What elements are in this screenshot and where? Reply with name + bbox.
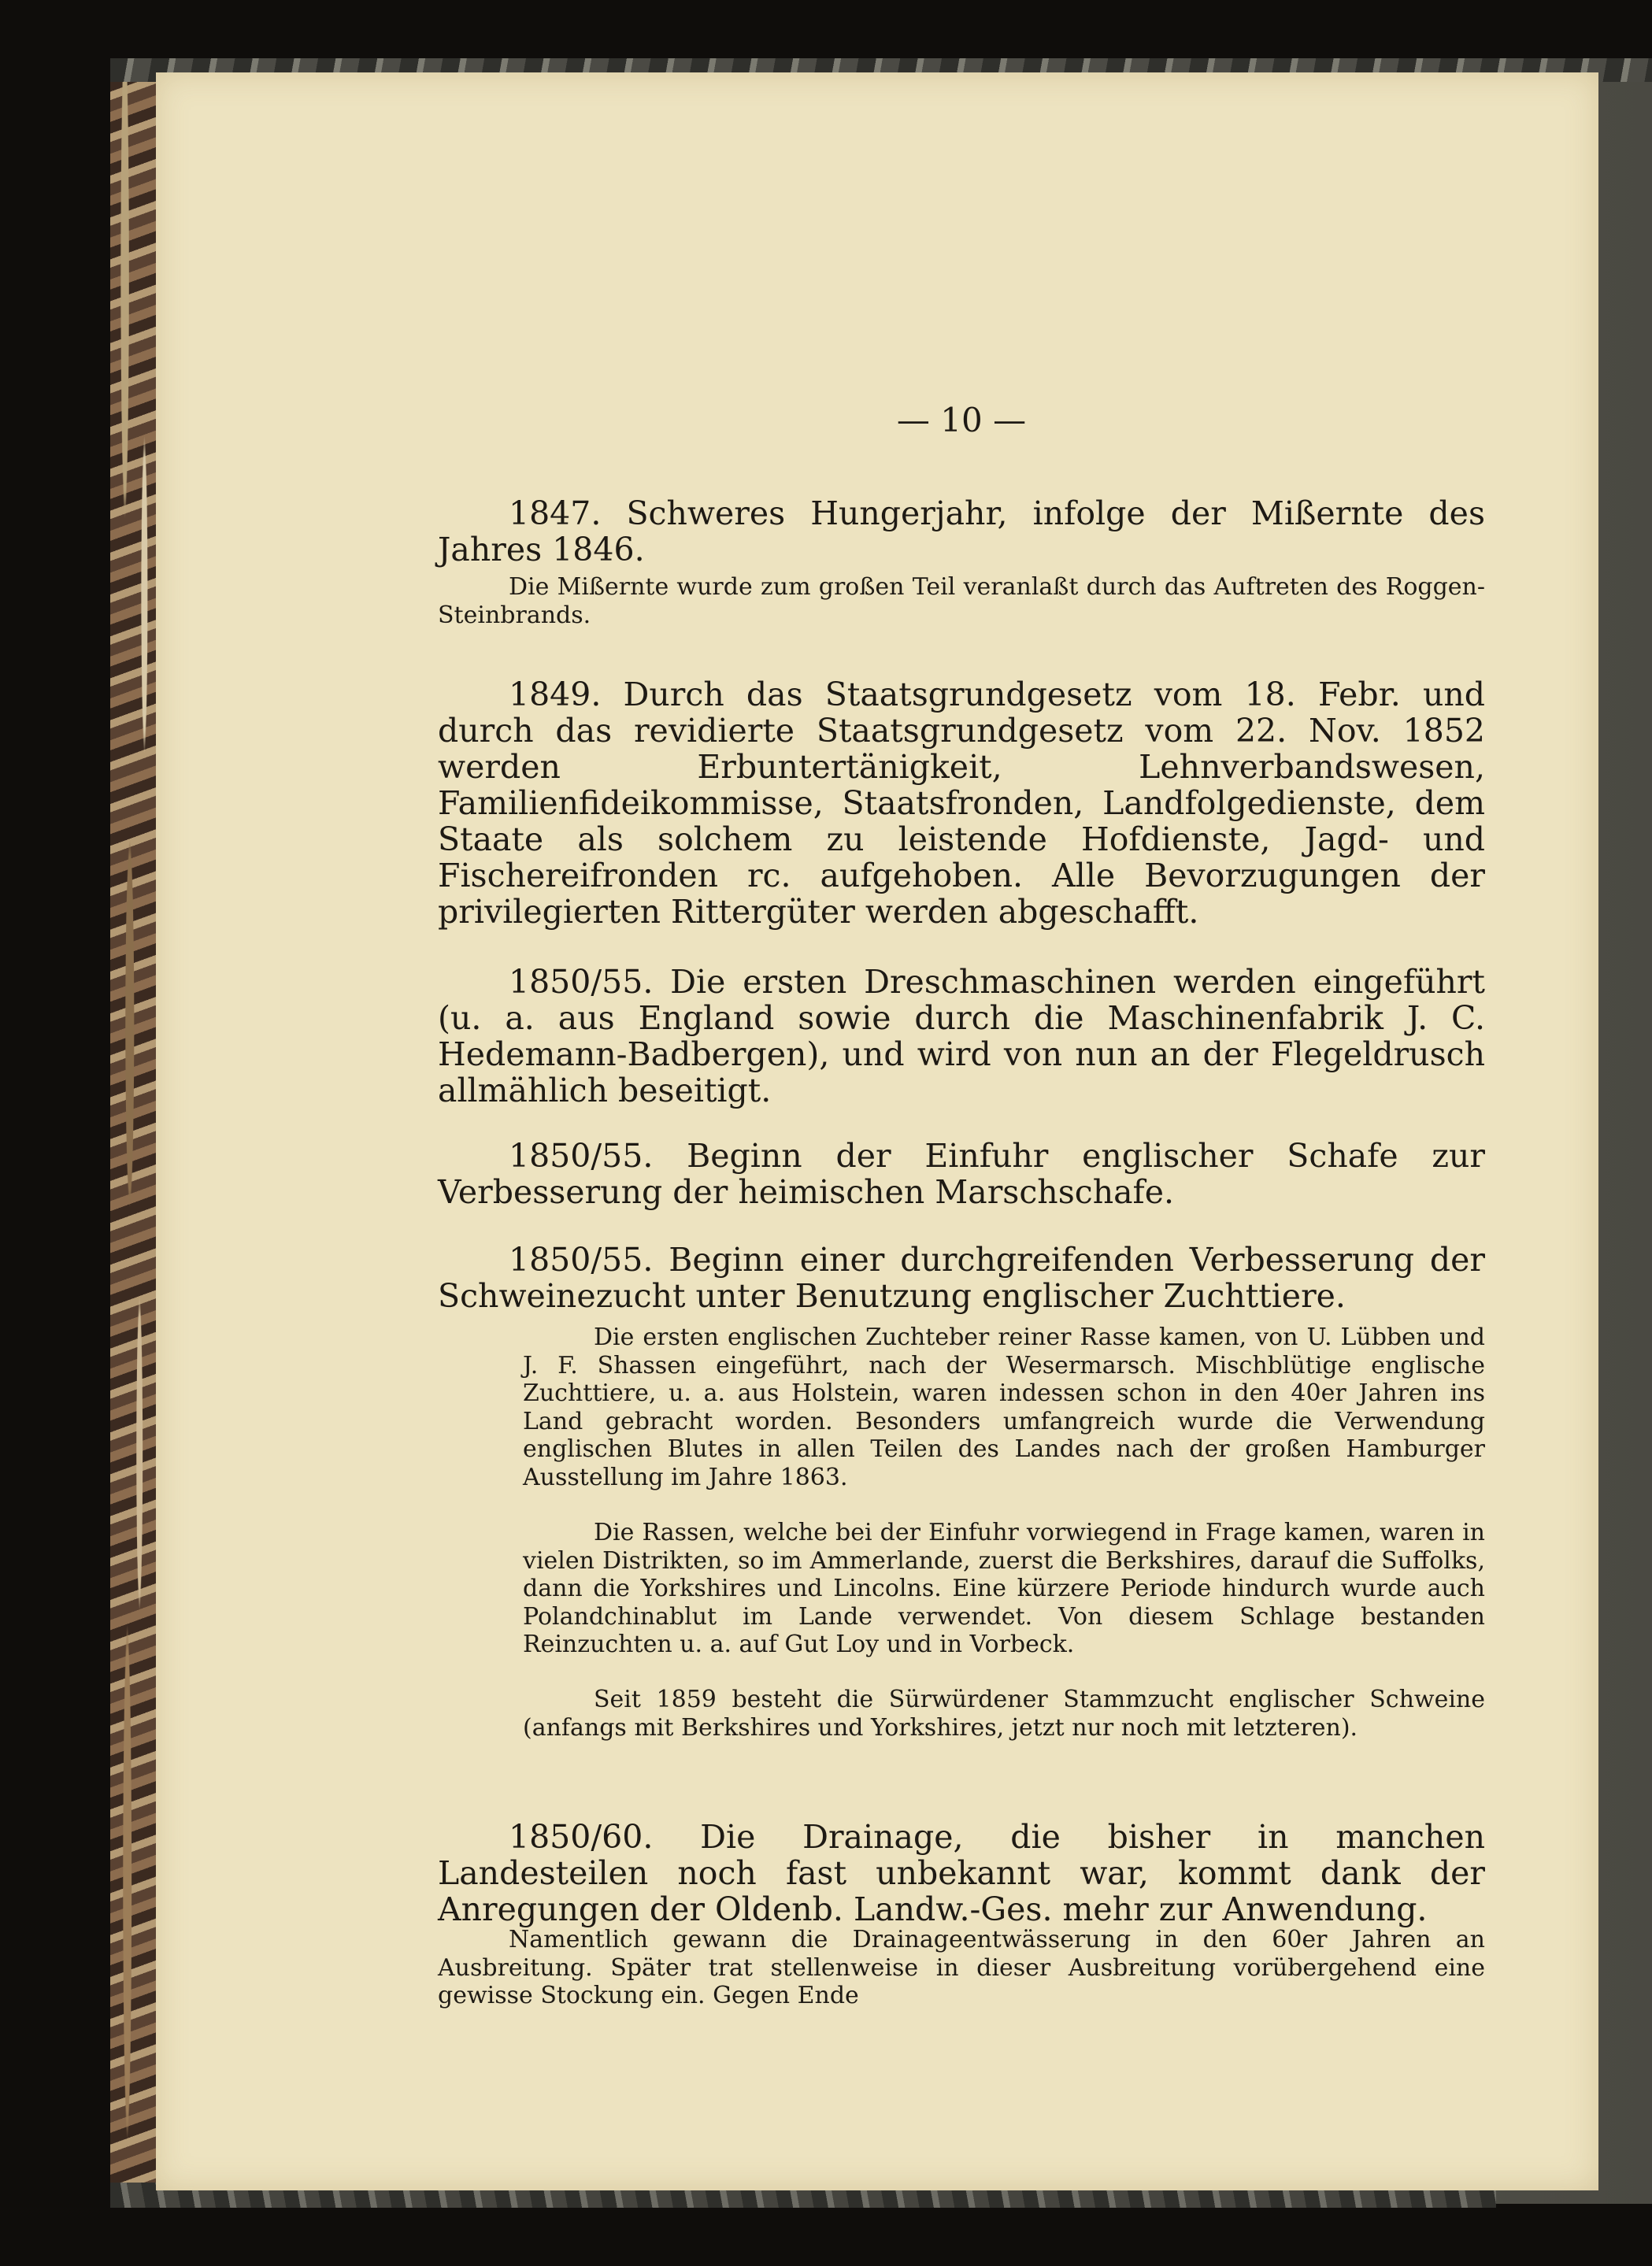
entry-note: Seit 1859 besteht die Sürwürdener Stammzucht englischer Schweine (anfangs mit Berkshires und Yorkshires, jetzt nur noch mit letzteren). <box>523 1686 1485 1742</box>
book-page <box>156 72 1598 2190</box>
chronicle-entry-schafe: 1850/55. Beginn der Einfuhr englischer Schafe zur Verbesserung der heimischen Marschschafe. <box>438 1137 1485 1211</box>
chronicle-entry-1849: 1849. Durch das Staatsgrundgesetz vom 18. Febr. und durch das revidierte Staatsgrundgesetz vom 22. Nov. 1852 werden Erbuntertänigkeit, Lehnverbandswesen, Familienfideikommisse, Staatsfronden, Landfolgedienste, dem Staate als solchem zu leistende Hofdienste, Jagd- und Fischereifronden rc. aufgehoben. Alle Bevorzugungen der privilegierten Rittergüter werden abgeschafft. <box>438 676 1485 931</box>
entry-note: Die ersten englischen Zuchteber reiner Rasse kamen, von U. Lübben und J. F. Shassen eingeführt, nach der Wesermarsch. Mischblütige englische Zuchttiere, u. a. aus Holstein, waren indessen schon in den 40er Jahren ins Land gebracht worden. Besonders umfangreich wurde die Verwendung englischen Blutes in allen Teilen des Landes nach der großen Hamburger Ausstellung im Jahre 1863. <box>523 1324 1485 1491</box>
chronicle-entry-drainage: 1850/60. Die Drainage, die bisher in manchen Landesteilen noch fast unbekannt war, kommt dank der Anregungen der Oldenb. Landw.-Ges. mehr zur Anwendung. <box>438 1818 1485 1928</box>
entry-note: Namentlich gewann die Drainageentwässerung in den 60er Jahren an Ausbreitung. Später trat stellenweise in dieser Ausbreitung vorübergehend eine gewisse Stockung ein. Gegen Ende <box>438 1926 1485 2009</box>
chronicle-entry-dreschmaschinen: 1850/55. Die ersten Dreschmaschinen werden eingeführt (u. a. aus England sowie durch die Maschinenfabrik J. C. Hedemann-Badbergen), und wird von nun an der Flegeldrusch allmählich beseitigt. <box>438 963 1485 1109</box>
page-number: — 10 — <box>896 401 1027 439</box>
marbled-endpaper-edge <box>110 58 159 2204</box>
chronicle-entry-1847: 1847. Schweres Hungerjahr, infolge der Mißernte des Jahres 1846. <box>438 494 1485 568</box>
entry-note: Die Rassen, welche bei der Einfuhr vorwiegend in Frage kamen, waren in vielen Distrikten, so im Ammerlande, zuerst die Berkshires, darauf die Suffolks, dann die Yorkshires und Lincolns. Eine kürzere Periode hindurch wurde auch Polandchinablut im Lande verwendet. Von diesem Schlage bestanden Reinzuchten u. a. auf Gut Loy und in Vorbeck. <box>523 1519 1485 1658</box>
chronicle-entry-schweinezucht: 1850/55. Beginn einer durchgreifenden Verbesserung der Schweinezucht unter Benutzung englischer Zuchttiere. <box>438 1241 1485 1315</box>
entry-note: Die Mißernte wurde zum großen Teil veranlaßt durch das Auftreten des Roggen-Steinbrands. <box>438 573 1485 629</box>
